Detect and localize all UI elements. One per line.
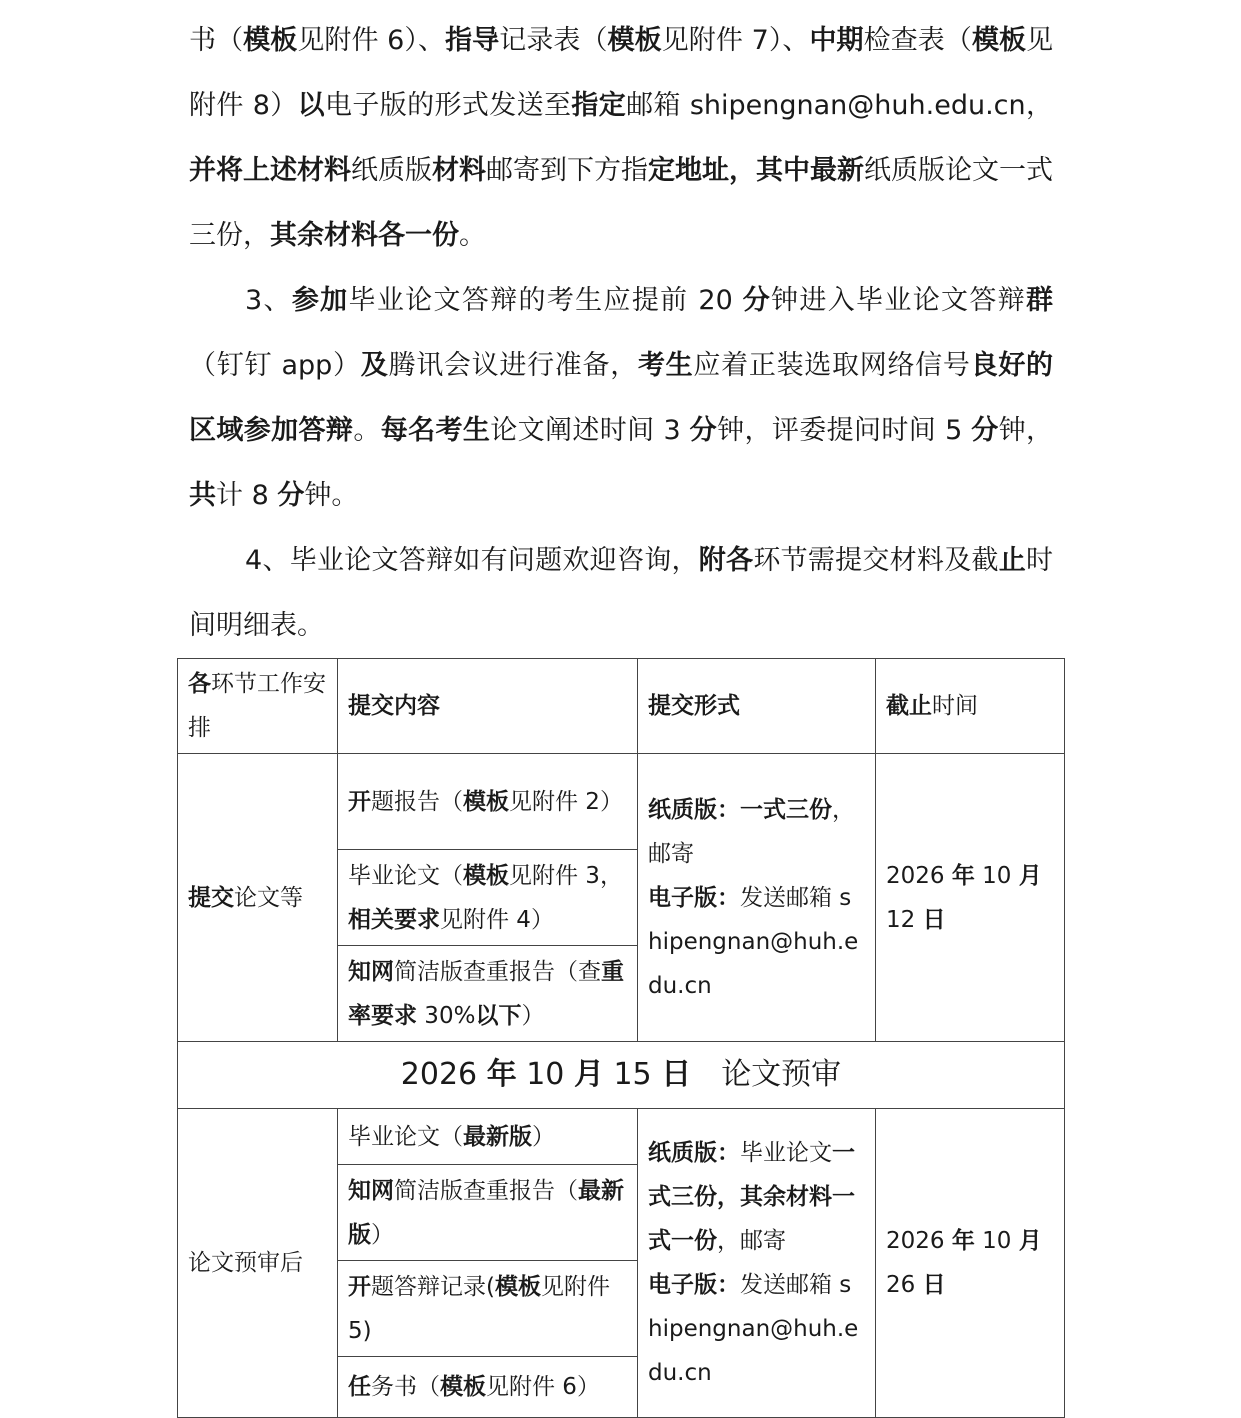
text-run: 纸质版： [648, 1140, 740, 1166]
text-run: 年 [951, 1228, 975, 1254]
text-run: 良好的区域参加答辩 [189, 350, 1054, 446]
text-run: 每名考生 [380, 415, 491, 446]
text-run: 见附件 2） [509, 788, 623, 815]
text-run: 相关要求 [348, 906, 440, 933]
text-run: 知网 [348, 1177, 394, 1204]
text-run: （钉钉 app） [189, 350, 361, 381]
text-run: 知网 [348, 958, 394, 985]
text-run: 论文等 [234, 884, 303, 911]
text-run: ，邮寄 [648, 796, 855, 867]
text-run: 检查表（ [863, 25, 972, 56]
text-run: 电子版： [648, 1272, 740, 1298]
text-run: 见附件 8） [189, 25, 1054, 121]
text-run: 各 [188, 671, 211, 697]
text-run: 记录表（ [499, 25, 608, 56]
text-run: 钟进入毕业论文答辩 [771, 285, 1027, 316]
text-run: 分 [742, 285, 772, 316]
text-run: 日 [922, 906, 946, 933]
content-cell [338, 1109, 638, 1165]
text-run: 分 [689, 415, 718, 446]
text-run: 2026 [886, 1228, 952, 1254]
text-run: 纸质版 [351, 155, 432, 186]
text-run: 模板 [463, 862, 509, 889]
text-run: 材料 [432, 155, 486, 186]
text-run: 模板 [243, 25, 298, 56]
text-run: 题答辩记录( [371, 1273, 495, 1300]
text-run: 开 [348, 788, 371, 815]
text-run: 12 [886, 906, 923, 933]
text-run: 时间 [932, 693, 978, 719]
table-row [178, 754, 1065, 850]
text-run: 题报告（ [371, 788, 463, 815]
text-run: 论文阐述时间 3 [490, 415, 690, 446]
text-run: 开 [348, 1273, 371, 1300]
text-run: 以 [297, 90, 326, 121]
table-row-review-date [178, 1042, 1065, 1109]
schedule-table [177, 658, 1065, 1418]
header-content [338, 659, 638, 754]
text-run: 提交 [188, 884, 234, 911]
text-run: 论文预审后 [188, 1250, 303, 1276]
text-run: 模板 [494, 1273, 541, 1300]
text-run: 月 [1018, 1228, 1042, 1254]
text-run: 发送邮箱 shipengnan@huh.edu.cn [648, 884, 859, 999]
paragraph-inquiry-note [189, 528, 1053, 658]
paragraph-defense-rules [189, 268, 1053, 528]
text-run: 钟， [998, 415, 1054, 446]
text-run: 10 [516, 1057, 574, 1092]
text-run: 务书（ [371, 1374, 440, 1400]
text-run: 应着正装选取网络信号 [693, 350, 971, 381]
text-run: 定地址，其中最新 [648, 155, 864, 186]
text-run: 。 [459, 220, 486, 251]
text-run: ） [371, 1221, 394, 1248]
text-run: 模板 [463, 788, 509, 815]
text-run: 。 [353, 415, 381, 446]
text-run: ，邮寄 [717, 1228, 786, 1254]
text-run: 见附件 4） [440, 906, 554, 933]
text-run: 止 [998, 545, 1027, 576]
text-run: 共 [189, 480, 216, 511]
paragraph-submission-instructions [189, 8, 1053, 268]
text-run: 15 [603, 1057, 662, 1092]
text-run: 一式三份，其余材料一式一份 [648, 1140, 855, 1254]
text-run: 并将上述材料 [189, 155, 351, 186]
text-run: 计 8 [216, 480, 278, 511]
text-run: 分 [971, 415, 999, 446]
table-row [178, 1109, 1065, 1165]
form-cell [638, 1109, 876, 1418]
text-run: 指导 [445, 25, 500, 56]
text-run: 见附件 3， [509, 862, 623, 889]
text-run: 以下 [475, 1002, 522, 1029]
text-run: 模板 [607, 25, 662, 56]
deadline-cell [876, 754, 1065, 1042]
text-run: 时间明细表。 [189, 545, 1054, 641]
stage-cell [178, 1109, 338, 1418]
text-run: ） [532, 1123, 555, 1150]
content-cell [338, 1357, 638, 1418]
text-run: 最新版 [348, 1177, 624, 1248]
content-cell [338, 850, 638, 946]
text-run: 电子版： [648, 884, 740, 911]
text-run: 见附件 5) [348, 1273, 610, 1344]
text-run: 26 [886, 1272, 923, 1298]
text-run: 考生 [637, 350, 694, 381]
header-deadline [876, 659, 1065, 754]
text-run: 见附件 6） [486, 1374, 600, 1400]
text-run: 月 [1018, 862, 1042, 889]
text-run: 月 [573, 1057, 604, 1092]
text-run: 论文预审 [721, 1057, 842, 1092]
text-run: 毕业论文（ [348, 862, 463, 889]
text-run: 中期 [809, 25, 864, 56]
text-run: 环节需提交材料及截 [753, 545, 999, 576]
header-form [638, 659, 876, 754]
text-run: 4、毕业论文答辩如有问题欢迎咨询， [245, 545, 699, 576]
text-run: 分 [277, 480, 305, 511]
text-run: 10 [974, 1228, 1019, 1254]
content-cell [338, 946, 638, 1042]
text-run: 书（ [189, 25, 244, 56]
text-run: 毕业论文答辩的考生应提前 20 [348, 285, 743, 316]
content-cell [338, 1165, 638, 1261]
content-cell [338, 1261, 638, 1357]
text-run: 重率要求 [348, 958, 624, 1029]
text-run: 30% [417, 1002, 476, 1029]
text-run: 指定 [571, 90, 627, 121]
text-run: 附各 [698, 545, 754, 576]
text-run: 模板 [440, 1374, 486, 1400]
text-run: 2026 [400, 1057, 487, 1092]
text-run: 2026 [886, 862, 952, 889]
text-run: 模板 [971, 25, 1027, 56]
text-run: 邮箱 shipengnan@huh.edu.cn， [626, 90, 1053, 121]
form-cell [638, 754, 876, 1042]
text-run: 提交内容 [348, 693, 440, 719]
text-run: 发送邮箱 shipengnan@huh.edu.cn [648, 1272, 859, 1386]
text-run: 提交形式 [648, 693, 740, 719]
text-run: ） [521, 1002, 545, 1029]
text-run: 年 [486, 1057, 517, 1092]
text-run: 截止 [886, 693, 932, 719]
text-run: 见附件 6）、 [297, 25, 446, 56]
text-run: 毕业论文（ [348, 1123, 463, 1150]
text-run: 见附件 7）、 [661, 25, 810, 56]
text-run: 环节工作安排 [188, 671, 326, 741]
review-date-banner [178, 1042, 1065, 1109]
text-run: 年 [951, 862, 975, 889]
text-run: 纸质版：一式三份 [648, 796, 832, 823]
text-run: 参加 [291, 285, 349, 316]
text-run: 其余材料各一份 [270, 220, 459, 251]
text-run: 群 [1026, 285, 1054, 316]
stage-cell [178, 754, 338, 1042]
text-run: 最新版 [463, 1123, 532, 1150]
text-run: 钟，评委提问时间 5 [717, 415, 972, 446]
text-run: 任 [348, 1374, 371, 1400]
header-stage [178, 659, 338, 754]
text-run: 电子版的形式发送至 [325, 90, 572, 121]
content-cell [338, 754, 638, 850]
text-run: 简洁版查重报告（查 [394, 958, 601, 985]
deadline-cell [876, 1109, 1065, 1418]
text-run: 毕业论文 [740, 1140, 832, 1166]
text-run: 日 [661, 1057, 692, 1092]
text-run: 邮寄到下方指 [486, 155, 648, 186]
text-run: 10 [974, 862, 1019, 889]
text-run: 简洁版查重报告（ [394, 1177, 578, 1204]
text-run: 日 [922, 1272, 946, 1298]
table-header-row [178, 659, 1065, 754]
text-run: 腾讯会议进行准备， [388, 350, 638, 381]
text-run: 纸质版论文一式三份， [189, 155, 1053, 251]
text-run: 及 [360, 350, 389, 381]
text-run: 钟。 [304, 480, 359, 511]
text-run: 3、 [245, 285, 292, 316]
